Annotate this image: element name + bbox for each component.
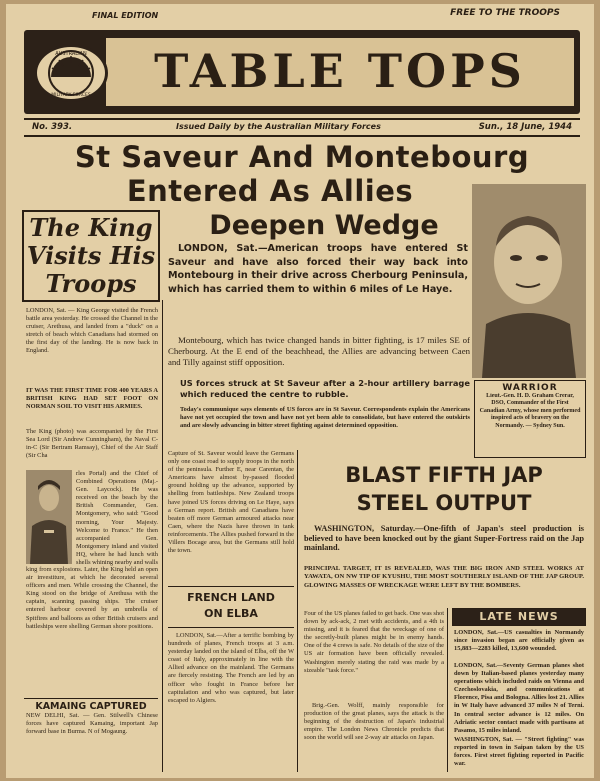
king-title-1: The King xyxy=(29,213,153,242)
king-headline-box xyxy=(22,210,160,302)
jap-text-1: Four of the US planes failed to get back. One was shot down by ack-ack, 2 met with accidents, and a 4th is missing, and it is feared that the wreckage of one of the secretly-built planes might be in enemy hands. One of the 4 crews is safe. No details of the size of the US air formation have been officially revealed. Washington merely stating the raid was made by a sizeable "task force." xyxy=(304,610,444,674)
svg-text:MILITARY FORCES: MILITARY FORCES xyxy=(51,93,91,98)
warrior-headline: WARRIOR xyxy=(502,383,558,393)
column-rule-2 xyxy=(297,450,298,772)
main-headline-2: Entered As Allies xyxy=(126,174,414,208)
issue-date: Sun., 18 June, 1944 xyxy=(478,122,572,132)
late-news-headline: LATE NEWS xyxy=(479,610,559,623)
main-col-a: Capture of St. Saveur would leave the Germans only one coast road to supply troops in the north of the peninsula. Further E, near Carentan, the Americans have almost by-passed flooded ground holding up the advance, supported by shelling from battleships. New Zealand troops have joined US forces driving on Le Haye, says a German report. British and Canadians have beaten off more German armoured attacks near Caen, where the Nazis have thrown in tank reinforcements. The Allies pushed forward in the Villers Bocage area, but the Germans still hold the town. xyxy=(168,450,294,555)
main-lede: LONDON, Sat.—American troops have entered St Saveur and have also forced their way back into Montebourg in their drive across Cherbourg Peninsula, which has carried them to within 6 miles of Le Haye. xyxy=(168,243,468,295)
crerar-photo xyxy=(472,184,586,378)
late-news-box xyxy=(452,608,586,626)
late-text-2: LONDON, Sat.—Seventy German planes shot down by Italian-based planes yesterday many operations which included raids on Vienna and Czechoslovakia, and communications at Florence, Pisa and Bologna. Allies lost 21. Allies in W Italy have advanced 37 miles N of Terni. In central sector advance is 12 miles. On Adriatic sector contact made with partisans at Pasamo, 15 miles inland. xyxy=(454,662,584,734)
king-para-3b: rles Portal) and the Chief of Combined Operations (Maj.-Gen. Laycock). He was received on the beach by the British Commander, Gen. Montgomery, who said: "Good morning, Your Majesty. Welcome to France." He then accompanied Gen. Montgomery inland and visited HQ, where he had lunch with shells whining nearby and walls xyxy=(76,470,158,566)
king-para-1: LONDON, Sat. — King George visited the French battle area yesterday. He crossed the Channel in the cruiser, Arethusa, and landed from a "duck" on a stretch of beach which Canadians had stormed on the first day of the landing. He is now back in England. xyxy=(26,307,158,355)
elba-headline-2: ON ELBA xyxy=(204,607,258,620)
jap-headline-1: BLAST FIFTH JAP xyxy=(345,463,543,487)
main-subhead: US forces struck at St Saveur after a 2-hour artillery barrage which reduced the centre to rubble. xyxy=(180,378,470,399)
jap-caps: PRINCIPAL TARGET, IT IS REVEALED, WAS THE BIG IRON AND STEEL WORKS AT YAWATA, ON NW TIP OF KYUSHU, THE MOST SOUTHERLY ISLAND OF THE JAP GROUP. GLOWING MASSES OF WRECKAGE WERE LEFT BY THE BOMBERS. xyxy=(304,565,584,589)
elba-headline-1: FRENCH LAND xyxy=(187,591,275,604)
king-photo xyxy=(26,470,72,564)
paper-title: TABLE TOPS xyxy=(154,44,526,98)
main-headline-1: St Saveur And Montebourg xyxy=(74,140,530,174)
king-para-2: IT WAS THE FIRST TIME FOR 400 YEARS A BRITISH KING HAD SET FOOT ON NORMAN SOIL TO VISIT HIS ARMIES. xyxy=(26,387,158,411)
issued-line: Issued Daily by the Australian Military Forces xyxy=(176,122,381,131)
free-label: FREE TO THE TROOPS xyxy=(450,8,560,18)
rule-top xyxy=(24,118,580,120)
kamaing-text: NEW DELHI, Sat. — Gen. Stilwell's Chinese forces have captured Kamaing, important Jap forward base in Burma. N of Mogaung. xyxy=(26,712,158,736)
late-text-1: LONDON, Sat.—US casualties in Normandy since invasion began are officially given as 15,883—2283 killed, 13,600 wounded. xyxy=(454,629,584,653)
svg-text:AUSTRALIAN: AUSTRALIAN xyxy=(55,51,87,57)
edition-label: FINAL EDITION xyxy=(92,11,159,20)
elba-text: LONDON, Sat.—After a terrific bombing by hundreds of planes, French troops at 3 a.m. yesterday landed on the island of Elba, off the W coast of Italy, approximately in line with the Allied advance on the mainland. The Germans are fiercely resisting. The French are led by an officer who fought in France before her capitulation and who was captured, but later escaped to Algiers. xyxy=(168,632,294,704)
main-para-1: Montebourg, which has twice changed hands in bitter fighting, is 17 miles SE of Cherbourg. At the E end of the beachhead, the Allies are advancing between Caen and Tilly against stiff opposition. xyxy=(168,335,470,367)
king-para-3c: king from explosions. Later, the King held an open air investiture, at which he decorated several officers and men. While crossing the Channel, the King stood on the bridge of Arethusa with the captain, scanning passing ships. The cruiser entered harbour covered by an umbrella of Spitfires and balloons as other British cruisers and battleships were shelling German shore positions. xyxy=(26,566,158,630)
king-portrait-icon xyxy=(26,470,72,564)
main-headline-3: Deepen Wedge xyxy=(209,210,439,241)
king-title-2: Visits His xyxy=(26,241,156,270)
kamaing-headline: KAMAING CAPTURED xyxy=(24,698,158,712)
jap-lede: WASHINGTON, Saturday.—One-fifth of Japan's steel production is believed to have been knocked out by the giant Super-Fortress raid on the Jap mainland. xyxy=(304,524,584,553)
main-para-2: Today's communique says elements of US forces are in St Saveur. Correspondents explain the Americans have not yet occupied the town and have not yet been able to consolidate, but have entered the outskirts and are slowly advancing in bitter street fighting against determined opposition. xyxy=(180,406,470,430)
rising-sun-badge xyxy=(34,44,108,102)
rising-sun-icon xyxy=(37,47,105,99)
main-col-b xyxy=(168,450,169,451)
king-title-3: Troops xyxy=(45,269,137,298)
issue-number: No. 393. xyxy=(32,122,73,132)
crerar-portrait-icon xyxy=(472,184,586,378)
rule-date xyxy=(24,135,580,137)
jap-text-2: Brig.-Gen. Wolff, mainly responsible for production of the great planes, says the attack is the beginning of the destruction of Japan's industrial empire. The London News Chronicle predicts that soon the world will see 2-way air attacks on Japan. xyxy=(304,702,444,742)
column-rule-3 xyxy=(447,608,448,772)
jap-headline-2: STEEL OUTPUT xyxy=(356,491,532,515)
king-para-3a: The King (photo) was accompanied by the First Sea Lord (Sir Andrew Cunningham), the Naval C-in-C (Sir Bertram Ramsay), Chief of the Air Staff (Sir Cha xyxy=(26,428,158,460)
warrior-text: Lieut.-Gen. H. D. Graham Crerar, DSO, Commander of the First Canadian Army, whose men performed inspired acts of bravery on the Normandy. — Sydney Sun. xyxy=(479,393,581,429)
elba-headline-box xyxy=(168,586,294,628)
warrior-box xyxy=(474,380,586,458)
newspaper-page xyxy=(6,4,594,778)
late-text-3: WASHINGTON, Sat. — "Street fighting" was reported in town in Saipan taken by the US forces. First street fighting reported in Pacific war. xyxy=(454,736,584,768)
column-rule-1 xyxy=(162,300,163,772)
